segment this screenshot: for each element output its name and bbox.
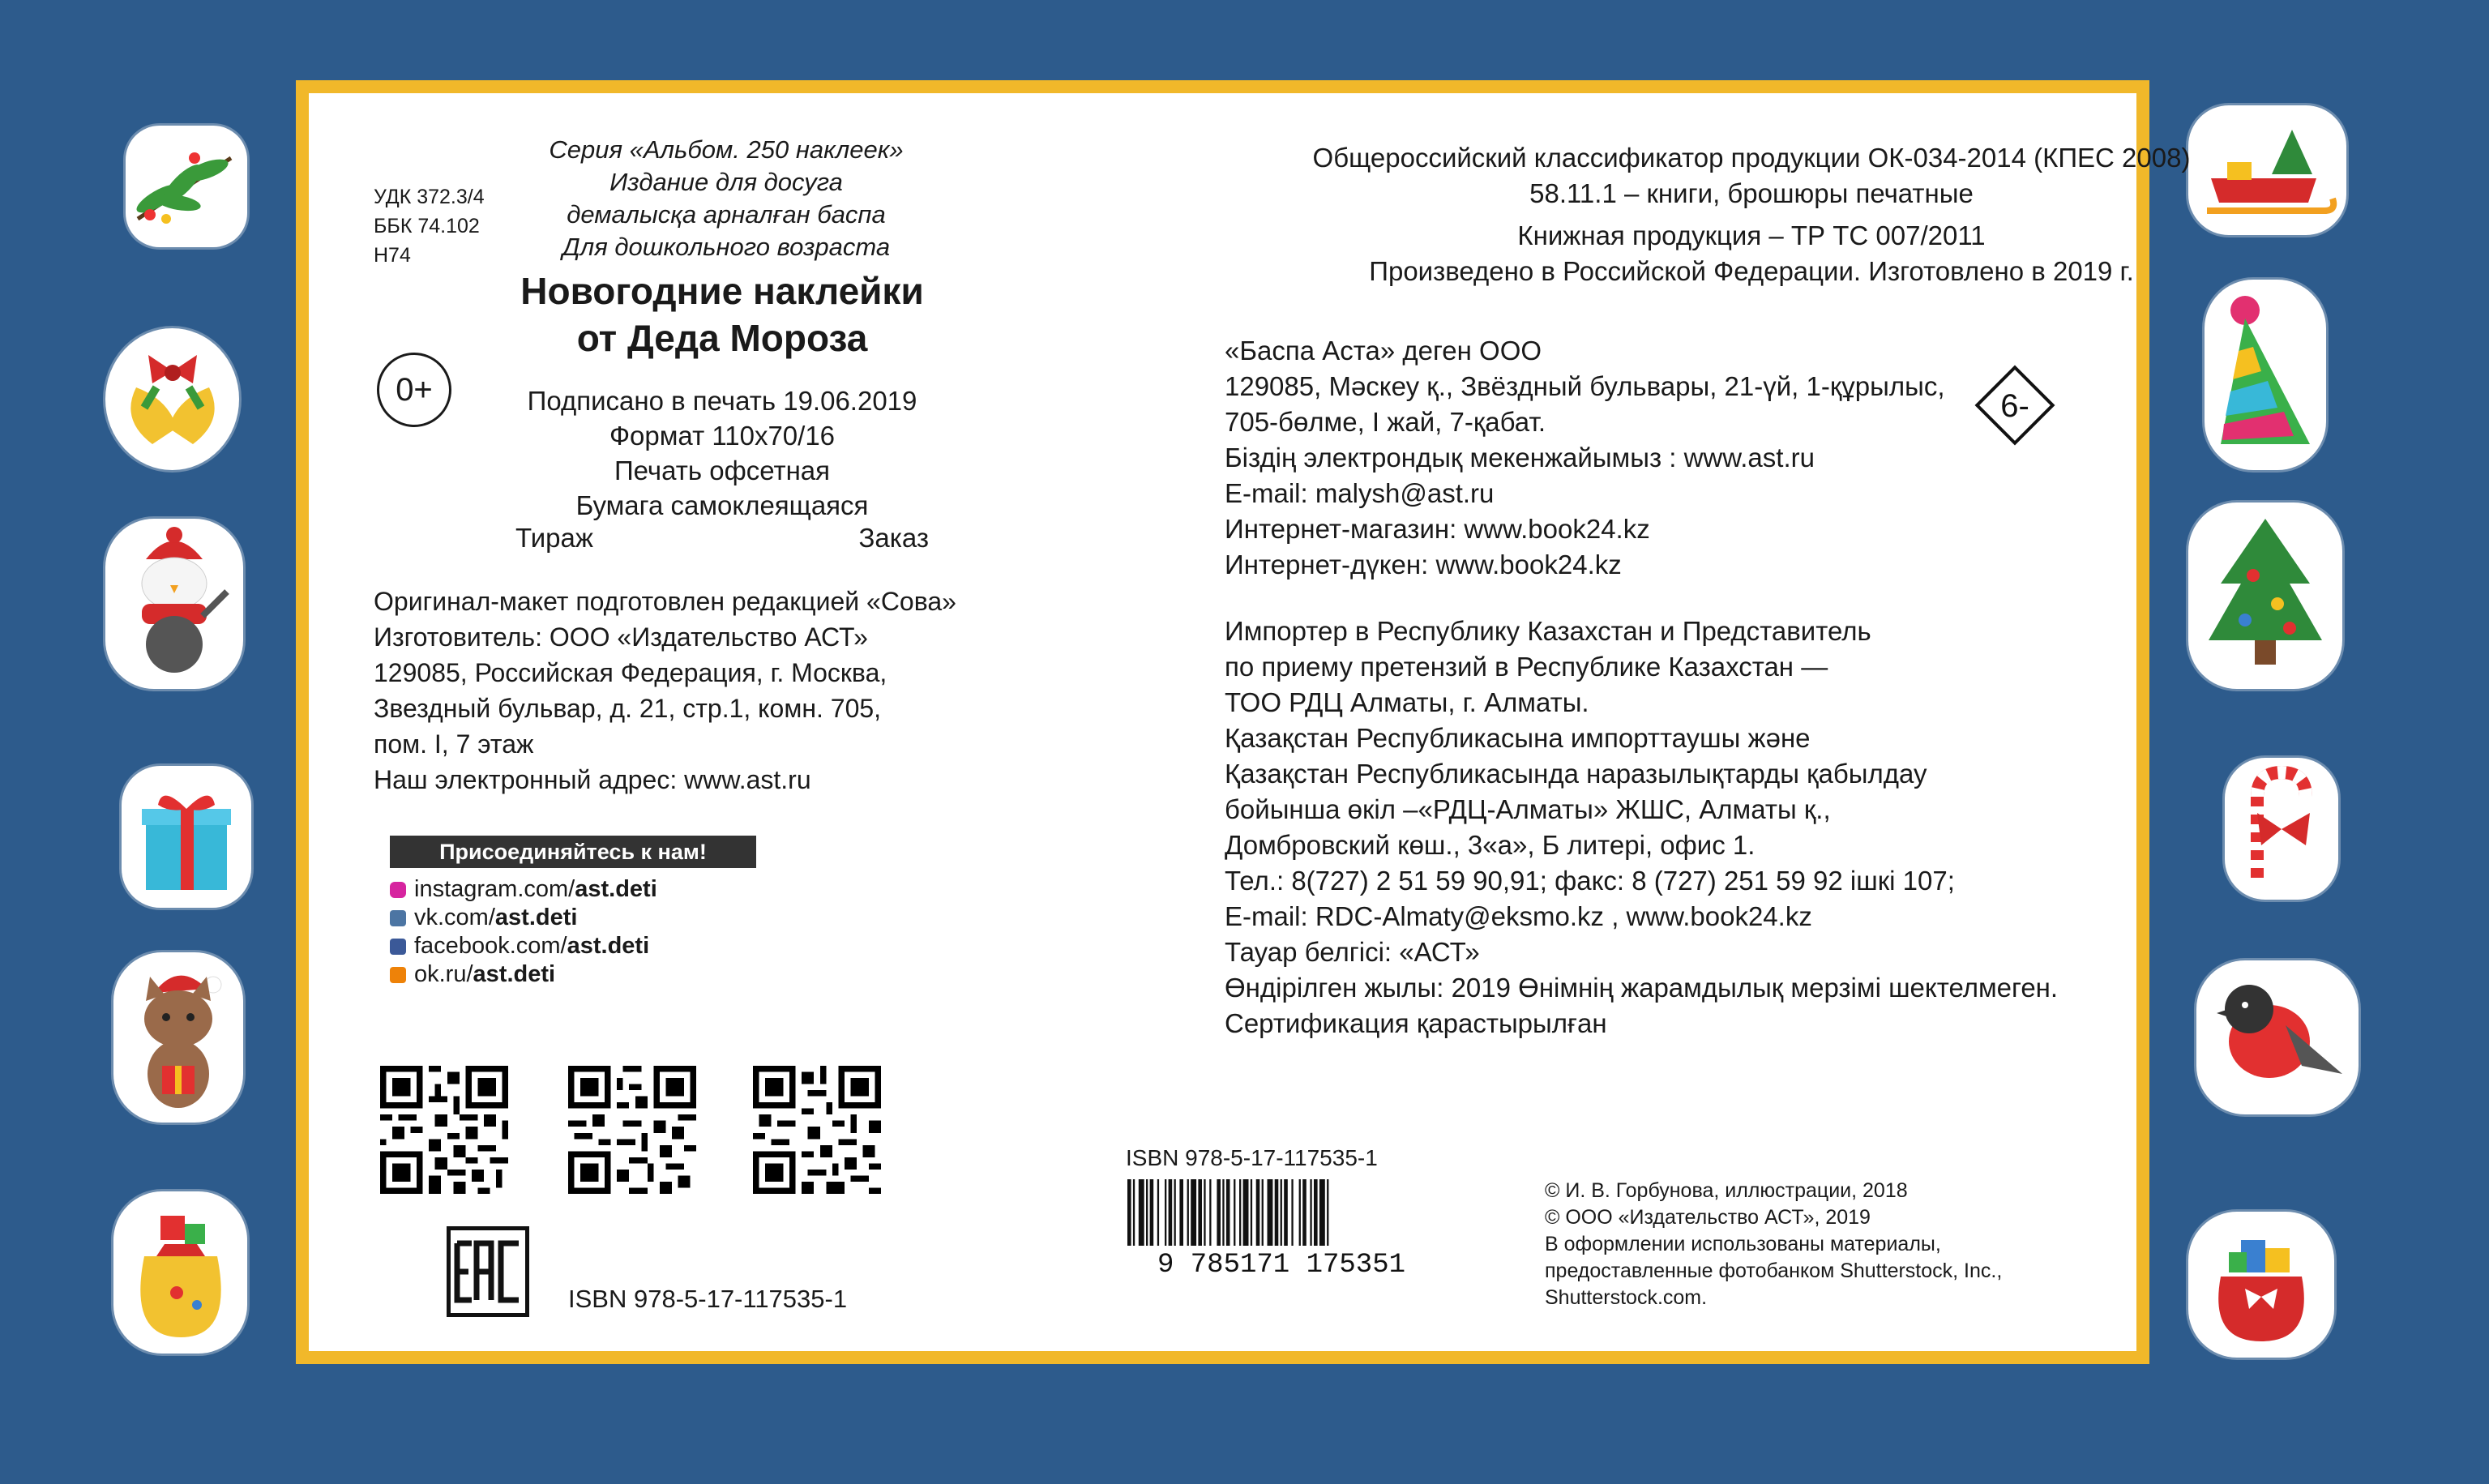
social-link-instagram[interactable] [390,875,657,904]
age-rating-kz-badge [1970,361,2059,450]
social-handle: ast.deti [567,933,650,959]
importer-line: по приему претензий в Республике Казахстан — [1225,652,1828,682]
author-mark: Н74 [374,244,411,267]
series-line: Издание для досуга [609,168,843,196]
barcode-icon [1119,1179,1443,1277]
udk-block [374,182,485,270]
isbn-barcode-label: ISBN 978-5-17-117535-1 [1126,1145,1378,1170]
barcode-digits: 9 785171 175351 [1157,1250,1406,1277]
social-prefix: facebook.com/ [414,933,567,959]
barcode-bar [1191,1179,1196,1246]
barcode-bar [1179,1179,1183,1246]
social-prefix: ok.ru/ [414,961,473,987]
kz-line: «Баспа Аста» деген ООО [1225,336,1542,366]
barcode-bar [1157,1179,1159,1246]
series-line: Для дошкольного возраста [562,233,891,261]
book-title [487,267,957,361]
publisher-info [374,584,956,798]
classifier-line: 58.11.1 – книги, брошюры печатные [1529,178,1974,208]
barcode-bar [1217,1179,1221,1246]
social-prefix: instagram.com/ [414,876,575,902]
sticker-snowman-bird [105,519,243,689]
barcode-bar [1234,1179,1235,1246]
barcode-bar [1284,1179,1288,1246]
kz-line: 129085, Мәскеу қ., Звёздный бульвары, 21-үй, 1-құрылыс, [1225,371,1945,401]
importer-info [1225,614,2058,1041]
title-line: Новогодние наклейки [520,270,924,312]
copyright-line: В оформлении использованы материалы, [1545,1233,1941,1255]
tirazh-row [503,523,941,558]
present-bag-icon [2196,1220,2326,1349]
importer-line: Қазақстан Республикасында наразылықтарды қабылдау [1225,759,1927,789]
title-line: от Деда Мороза [576,317,868,359]
join-us-banner: Присоединяйтесь к нам! [390,836,756,868]
barcode-bar [1291,1179,1293,1246]
barcode-bar [1319,1179,1325,1246]
barcode-bar [1281,1179,1282,1246]
sticker-christmas-tree [2188,503,2342,689]
importer-line: Тел.: 8(727) 2 51 59 90,91; факс: 8 (727) 251 59 92 ішкі 107; [1225,866,1955,896]
barcode-bar [1226,1179,1230,1246]
imprint-panel [296,80,2191,1364]
gift-box-icon [134,780,239,894]
kz-line: 705-бөлме, I жай, 7-қабат. [1225,407,1546,437]
barcode-bar [1251,1179,1252,1246]
importer-line: Қазақстан Республикасына импорттаушы және [1225,723,1811,753]
series-block [515,134,937,263]
importer-line: Тауар белгісі: «АСТ» [1225,937,1480,967]
barcode-bar [1139,1179,1144,1246]
publisher-line: 129085, Российская Федерация, г. Москва, [374,658,887,687]
barcode-bar [1150,1179,1154,1246]
publisher-line: Изготовитель: ООО «Издательство АСТ» [374,622,868,652]
instagram-icon [390,882,406,898]
qr-code-vk[interactable] [568,1066,696,1194]
social-links [390,875,657,989]
eac-conformity-mark [447,1226,529,1317]
barcode-bar [1133,1179,1135,1246]
barcode-bar [1127,1179,1131,1246]
importer-line: Сертификация қарастырылған [1225,1008,1607,1038]
gift-sack-icon [120,1200,242,1345]
social-prefix: vk.com/ [414,905,495,930]
social-link-facebook[interactable] [390,932,657,960]
isbn-left: ISBN 978-5-17-117535-1 [568,1285,848,1313]
bullfinch-icon [2205,969,2350,1106]
vk-icon [390,910,406,926]
importer-line: Өндірілген жылы: 2019 Өнімнің жарамдылық мерзімі шектелмеген. [1225,973,2059,1003]
sticker-pine-branch [126,126,247,247]
social-handle: ast.deti [494,905,578,930]
diamond-badge-icon [1970,361,2059,450]
qr-code-icon [380,1066,508,1194]
barcode-bar [1169,1179,1173,1246]
barcode-bar [1256,1179,1260,1246]
age-rating-kz: 6- [2000,388,2029,424]
qr-code-instagram[interactable] [380,1066,508,1194]
candy-cane-icon [2233,764,2330,894]
odnoklassniki-icon [390,967,406,983]
kz-line: E-mail: malysh@ast.ru [1225,478,1495,508]
classifier-line: Книжная продукция – ТР ТС 007/2011 [1517,220,1986,250]
sticker-candy-cane [2225,758,2338,900]
series-line: Серия «Альбом. 250 наклеек» [549,135,904,164]
barcode-bar [1275,1179,1279,1246]
barcode-bar [1262,1179,1264,1246]
barcode-bar [1310,1179,1311,1246]
publisher-line: Наш электронный адрес: www.ast.ru [374,765,811,794]
sticker-present-bag [2188,1212,2334,1358]
importer-line: ТОО РДЦ Алматы, г. Алматы. [1225,687,1589,717]
sticker-party-hat [2205,280,2326,470]
kz-line: Интернет-дүкен: www.book24.kz [1225,550,1622,579]
age-rating-badge: 0+ [377,353,451,427]
barcode-bar [1314,1179,1318,1246]
importer-line: бойынша өкіл –«РДЦ-Алматы» ЖШС, Алматы қ., [1225,794,1831,824]
classifier-line: Общероссийский классификатор продукции ОК-034-2014 (КПЕС 2008) [1312,143,2191,173]
bbk-line: ББК 74.102 [374,215,480,237]
barcode-bar [1209,1179,1211,1246]
snowman-bird-icon [113,527,235,681]
pine-branch-icon [130,142,243,231]
christmas-tree-icon [2196,511,2334,681]
sticker-bullfinch [2196,960,2359,1114]
social-handle: ast.deti [473,961,556,987]
barcode-bar [1243,1179,1249,1246]
qr-code-facebook[interactable] [753,1066,881,1194]
eac-mark-icon [451,1230,525,1313]
importer-line: E-mail: RDC-Almaty@eksmo.kz , www.book24.kz [1225,901,1812,931]
print-line: Подписано в печать 19.06.2019 [527,386,917,416]
cat-santa-icon [118,960,239,1114]
importer-line: Импортер в Республику Казахстан и Представитель [1225,616,1871,646]
qr-code-icon [753,1066,881,1194]
barcode-bar [1302,1179,1307,1246]
sticker-cat-santa [113,952,243,1123]
social-link-vk[interactable] [390,904,657,932]
copyright-line: предоставленные фотобанком Shutterstock, Inc., [1545,1259,2003,1282]
print-info [503,383,941,558]
kz-line: Интернет-магазин: www.book24.kz [1225,514,1650,544]
qr-code-icon [568,1066,696,1194]
kz-line: Біздің электрондық мекенжайымыз : www.ast.ru [1225,443,1815,473]
barcode-bar [1239,1179,1241,1246]
barcode-bar [1198,1179,1202,1246]
party-hat-icon [2213,290,2318,460]
barcode-bar [1222,1179,1224,1246]
barcode-bar [1327,1179,1328,1246]
publisher-line: пом. I, 7 этаж [374,729,534,759]
barcode-bar [1146,1179,1148,1246]
social-handle: ast.deti [575,876,657,902]
print-line: Формат 110х70/16 [609,421,836,451]
barcode [1119,1179,1443,1277]
copyright-block [1545,1178,2002,1311]
barcode-bar [1299,1179,1301,1246]
barcode-bar [1174,1179,1176,1246]
publisher-line: Оригинал-макет подготовлен редакцией «Сова» [374,587,956,616]
classifier-line: Произведено в Российской Федерации. Изготовлено в 2019 г. [1369,256,2134,286]
barcode-bar [1165,1179,1166,1246]
publisher-line: Звездный бульвар, д. 21, стр.1, комн. 705, [374,694,882,723]
sticker-christmas-bells [105,328,239,470]
facebook-icon [390,939,406,955]
classifier-block [1249,140,2254,289]
tirazh-label: Тираж [515,523,593,553]
series-line: демалысқа арналған баспа [567,200,886,229]
barcode-bar [1187,1179,1189,1246]
copyright-line: © И. В. Горбунова, иллюстрации, 2018 [1545,1179,1908,1202]
sticker-gift-box [122,766,251,908]
barcode-bar [1204,1179,1205,1246]
social-link-odnoklassniki[interactable] [390,960,657,989]
copyright-line: © ООО «Издательство АСТ», 2019 [1545,1206,1871,1229]
barcode-bar [1268,1179,1273,1246]
copyright-line: Shutterstock.com. [1545,1286,1708,1309]
print-line: Бумага самоклеящаяся [575,490,869,520]
zakaz-label: Заказ [858,523,929,553]
kz-publisher-info [1225,333,1945,583]
print-line: Печать офсетная [614,455,831,485]
udk-line: УДК 372.3/4 [374,186,485,208]
christmas-bells-icon [112,339,233,460]
importer-line: Домбровский көш., 3«а», Б литері, офис 1. [1225,830,1756,860]
sticker-gift-sack [113,1191,247,1354]
